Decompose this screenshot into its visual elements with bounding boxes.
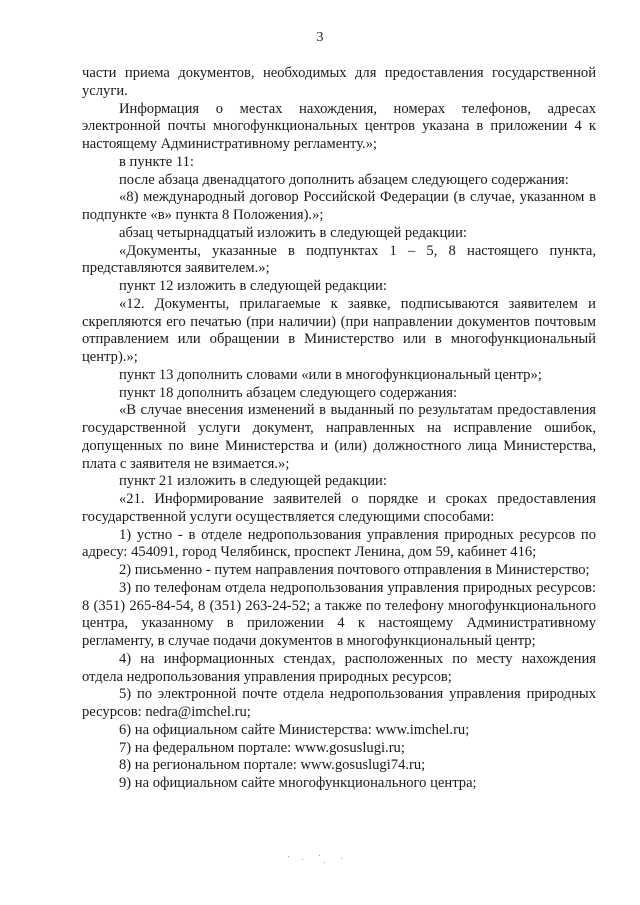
- page-number: 3: [316, 30, 324, 45]
- list-item: 5) по электронной почте отдела недропользования управления природных ресурсов: nedra@imchel.ru;: [82, 686, 596, 720]
- list-item: 8) на региональном портале: www.gosuslugi74.ru;: [119, 757, 426, 774]
- list-item: 3) по телефонам отдела недропользования управления природных ресурсов: 8 (351) 265-84-54, 8 (351) 263-24-52; а также по телефону многофункционального центра, указанному в приложении 4 к настоящему Административному регламенту, в случае подачи документов в многофункциональный центр;: [82, 579, 596, 649]
- paragraph: «21. Информирование заявителей о порядке и сроках предоставления государственной услуги осуществляется следующими способами:: [82, 491, 596, 525]
- document-body: [82, 65, 596, 793]
- paragraph: пункт 13 дополнить словами «или в многофункциональный центр»;: [119, 366, 542, 383]
- paragraph: «В случае внесения изменений в выданный по результатам предоставления государственной услуги документ, направленных на исправление ошибок, допущенных по вине Министерства и (или) должностного лица Министерства, плата с заявителя не взимается.»;: [82, 402, 596, 472]
- paragraph: «12. Документы, прилагаемые к заявке, подписываются заявителем и скрепляются его печатью (при наличии) (при направлении документов почтовым отправлением или обращении в Министерство или в многофункциональный центр).»;: [82, 295, 596, 365]
- paragraph: пункт 18 дополнить абзацем следующего содержания:: [119, 384, 458, 401]
- paragraph: пункт 12 изложить в следующей редакции:: [119, 278, 387, 294]
- list-item: 4) на информационных стендах, расположенных по месту нахождения отдела недропользования управления природных ресурсов;: [82, 650, 596, 685]
- paragraph: «Документы, указанные в подпунктах 1 – 5, 8 настоящего пункта, представляются заявителем.»;: [82, 242, 596, 277]
- scan-specks: [280, 855, 360, 865]
- paragraph: «8) международный договор Российской Федерации (в случае, указанном в подпункте «в» пункта 8 Положения).»;: [82, 189, 596, 223]
- paragraph: после абзаца двенадцатого дополнить абзацем следующего содержания:: [119, 171, 569, 188]
- list-item: 7) на федеральном портале: www.gosuslugi.ru;: [119, 739, 405, 756]
- paragraph: пункт 21 изложить в следующей редакции:: [119, 473, 387, 490]
- list-item: 2) письменно - путем направления почтового отправления в Министерство;: [119, 562, 590, 578]
- paragraph: Информация о местах нахождения, номерах телефонов, адресах электронной почты многофункциональных центров указана в приложении 4 к настоящему Административному регламенту.»;: [82, 100, 596, 152]
- paragraph: части приема документов, необходимых для предоставления государственной услуги.: [82, 65, 596, 99]
- list-item: 9) на официальном сайте многофункционального центра;: [119, 775, 477, 791]
- list-item: 1) устно - в отделе недропользования управления природных ресурсов по адресу: 454091, город Челябинск, проспект Ленина, дом 59, кабинет 416;: [82, 526, 596, 561]
- paragraph: абзац четырнадцатый изложить в следующей редакции:: [119, 224, 467, 241]
- list-item: 6) на официальном сайте Министерства: www.imchel.ru;: [119, 721, 470, 738]
- paragraph: в пункте 11:: [119, 153, 194, 170]
